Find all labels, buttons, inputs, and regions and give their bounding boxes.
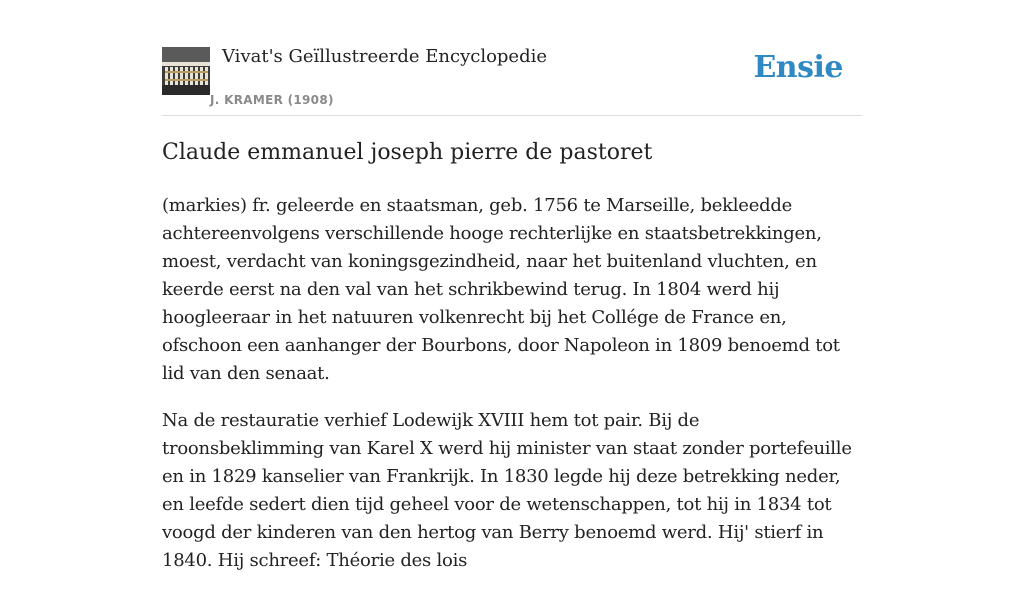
source-header	[162, 46, 862, 116]
article-body	[162, 192, 862, 594]
article-paragraph: (markies) fr. geleerde en staatsman, geb. 1756 te Marseille, bekleedde achtereenvolgens verschillende hooge rechterlijke en staatsbetrekkingen, moest, verdacht van koningsgezindheid, naar het buitenland vluchten, en keerde eerst na den val van het schrikbewind terug. In 1804 werd hij hoogleeraar in het natuuren volkenrecht bij het Collége de France en, ofschoon een aanhanger der Bourbons, door Napoleon in 1809 benoemd tot lid van den senaat.	[162, 195, 840, 384]
book-spines-icon	[162, 47, 210, 95]
ensie-logo[interactable]: Ensie	[753, 50, 843, 85]
article-paragraph: Na de restauratie verhief Lodewijk XVIII hem tot pair. Bij de troonsbeklimming van Karel X werd hij minister van staat zonder portefeuille en in 1829 kanselier van Frankrijk. In 1830 legde hij deze betrekking neder, en leefde sedert dien tijd geheel voor de wetenschappen, tot hij in 1834 tot voogd der kinderen van den hertog van Berry benoemd werd. Hij' stierf in 1840. Hij schreef: Théorie des lois	[162, 410, 852, 571]
article-title: Claude emmanuel joseph pierre de pastoret	[162, 140, 653, 165]
source-author: J. KRAMER (1908)	[210, 93, 334, 107]
source-title[interactable]: Vivat's Geïllustreerde Encyclopedie	[222, 46, 548, 67]
header-divider	[162, 115, 862, 116]
source-avatar	[162, 47, 210, 95]
